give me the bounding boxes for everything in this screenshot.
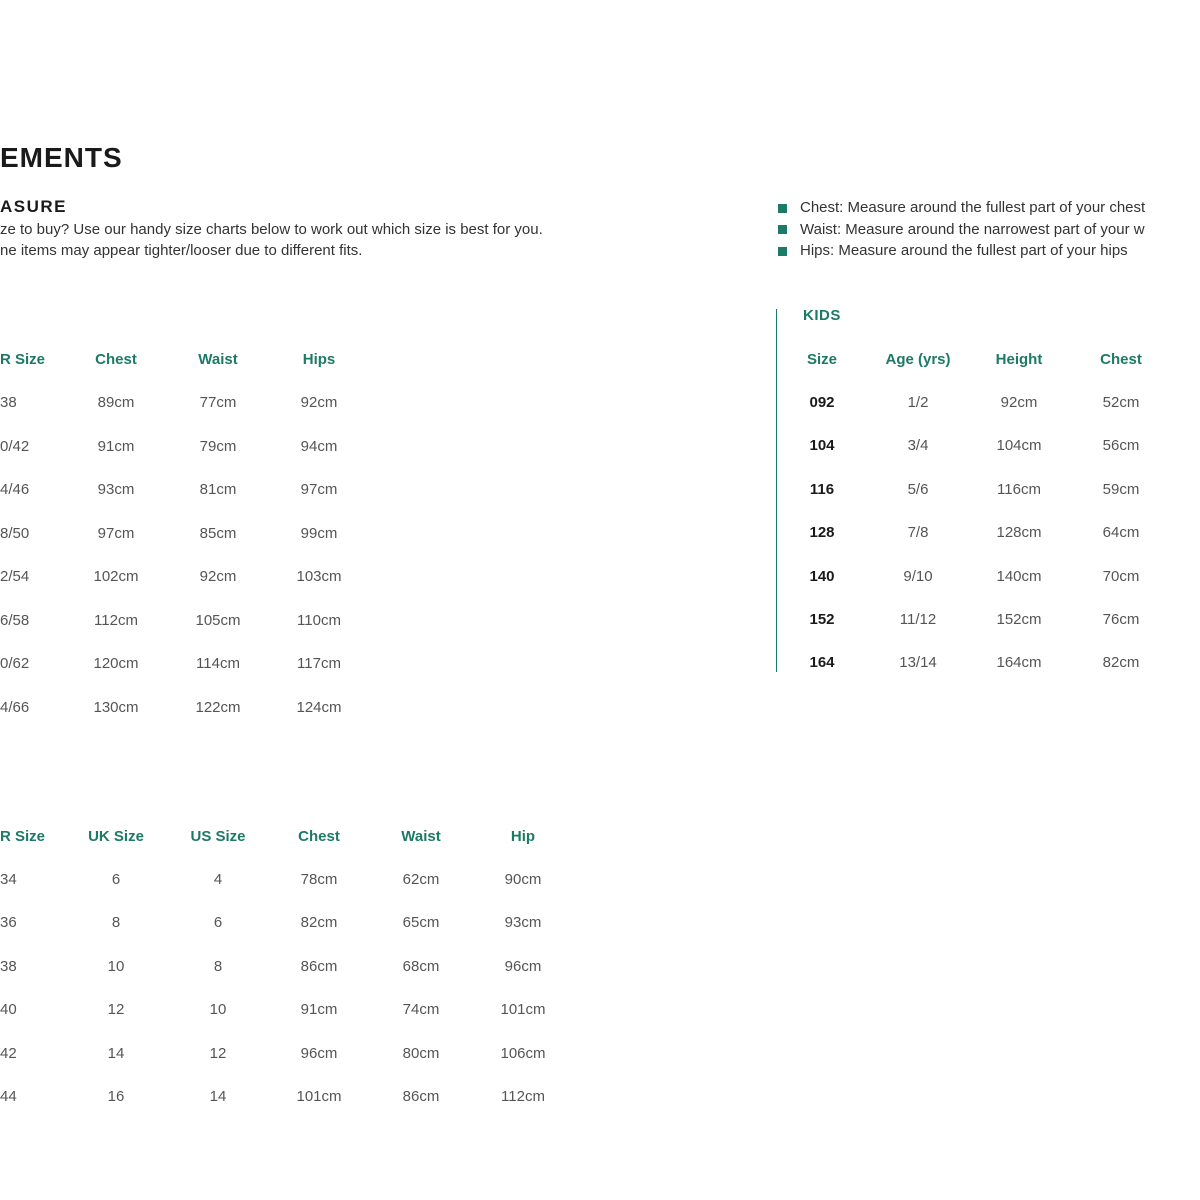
mens-table-cell: 99cm <box>300 524 338 542</box>
kids-table-cell: 5/6 <box>907 480 929 498</box>
kids-table-cell: 82cm <box>1102 654 1140 672</box>
kids-table-cell: 164cm <box>996 654 1042 672</box>
mens-table-cell: 102cm <box>93 568 139 585</box>
mens-table-cell: 112cm <box>94 611 138 629</box>
kids-table-cell: 128cm <box>996 524 1042 542</box>
womens-table-cell: 96cm <box>300 1044 338 1062</box>
womens-table-cell: 106cm <box>500 1044 546 1062</box>
womens-table-header: UK Size <box>88 828 144 845</box>
mens-table-cell: 0/62 <box>0 655 30 672</box>
womens-table-cell: 62cm <box>402 871 440 888</box>
kids-table-cell: 140cm <box>996 567 1042 585</box>
tip-chest: Chest: Measure around the fullest part of your chest <box>800 199 1146 216</box>
tip-waist: Waist: Measure around the narrowest part of your w <box>800 221 1145 238</box>
kids-table-header: Size <box>806 351 838 368</box>
womens-table-cell: 10 <box>209 1001 227 1019</box>
mens-table-cell: 4/66 <box>0 698 30 716</box>
womens-table-cell: 8 <box>213 957 223 975</box>
mens-table-cell: 97cm <box>97 524 135 542</box>
kids-table-cell: 116cm <box>997 480 1041 498</box>
womens-table-cell: 42 <box>0 1044 17 1062</box>
mens-table-cell: 103cm <box>296 568 342 585</box>
kids-table-cell: 56cm <box>1102 437 1140 455</box>
mens-table-cell: 114cm <box>196 655 240 672</box>
womens-table-cell: 38 <box>0 957 17 975</box>
mens-table-cell: 92cm <box>300 394 338 411</box>
womens-table-cell: 86cm <box>402 1088 440 1105</box>
womens-table-cell: 101cm <box>500 1001 546 1019</box>
kids-table-cell: 104 <box>809 437 835 455</box>
intro-text-line-1: ze to buy? Use our handy size charts below to work out which size is best for you. <box>0 221 543 238</box>
mens-table-cell: 124cm <box>296 698 342 716</box>
mens-table-cell: 105cm <box>195 611 241 629</box>
womens-table-cell: 12 <box>107 1001 125 1019</box>
womens-table-header: Hip <box>510 828 536 845</box>
tip-hips: Hips: Measure around the fullest part of your hips <box>800 242 1128 259</box>
kids-table-cell: 152 <box>809 611 835 628</box>
mens-table-cell: 8/50 <box>0 524 30 542</box>
mens-table-cell: 110cm <box>297 611 341 629</box>
womens-table-cell: 14 <box>209 1088 227 1105</box>
womens-table-cell: 10 <box>107 957 125 975</box>
womens-table-cell: 86cm <box>300 957 338 975</box>
bullet-square-icon <box>778 204 787 213</box>
mens-table-header: Chest <box>95 351 137 368</box>
kids-table-cell: 140 <box>809 567 835 585</box>
bullet-square-icon <box>778 225 787 234</box>
kids-table-cell: 164 <box>809 654 835 672</box>
kids-table-header: Height <box>995 351 1043 368</box>
womens-table-cell: 82cm <box>300 914 338 932</box>
womens-table-header: Waist <box>401 828 441 845</box>
womens-table-cell: 112cm <box>501 1088 545 1105</box>
mens-table-cell: 94cm <box>300 437 338 455</box>
kids-table-cell: 1/2 <box>907 394 929 411</box>
mens-table-cell: 97cm <box>300 481 338 498</box>
womens-table-cell: 65cm <box>402 914 440 932</box>
kids-table-cell: 11/12 <box>899 611 937 628</box>
womens-table-cell: 68cm <box>402 957 440 975</box>
mens-table-cell: 85cm <box>199 524 237 542</box>
kids-table-cell: 13/14 <box>899 654 937 672</box>
womens-table-cell: 90cm <box>504 871 542 888</box>
mens-table-cell: 117cm <box>297 655 341 672</box>
mens-table-cell: 122cm <box>195 698 241 716</box>
mens-table-cell: 81cm <box>199 481 237 498</box>
womens-table-cell: 78cm <box>300 871 338 888</box>
mens-table-cell: 4/46 <box>0 481 30 498</box>
kids-table-cell: 092 <box>809 394 835 411</box>
kids-table-cell: 116 <box>809 480 835 498</box>
womens-table-cell: 96cm <box>504 957 542 975</box>
kids-table-cell: 76cm <box>1102 611 1140 628</box>
kids-table-cell: 52cm <box>1102 394 1140 411</box>
womens-table-cell: 101cm <box>296 1088 342 1105</box>
womens-table-cell: 91cm <box>300 1001 338 1019</box>
womens-table-cell: 6 <box>111 871 121 888</box>
womens-table-header: US Size <box>190 828 246 845</box>
bullet-square-icon <box>778 247 787 256</box>
mens-table-header: R Size <box>0 351 46 368</box>
mens-table-cell: 91cm <box>97 437 135 455</box>
kids-table-cell: 128 <box>809 524 835 542</box>
womens-table-cell: 36 <box>0 914 17 932</box>
kids-label: KIDS <box>803 307 841 324</box>
kids-table-cell: 92cm <box>1000 394 1038 411</box>
kids-table-cell: 152cm <box>996 611 1042 628</box>
mens-table-cell: 93cm <box>97 481 135 498</box>
womens-table-cell: 44 <box>0 1088 17 1105</box>
womens-table-cell: 12 <box>209 1044 227 1062</box>
mens-table-header: Waist <box>198 351 238 368</box>
mens-table-cell: 92cm <box>199 568 237 585</box>
page-title: EMENTS <box>0 142 123 173</box>
womens-table-cell: 6 <box>213 914 223 932</box>
womens-table-cell: 34 <box>0 871 17 888</box>
section-subtitle: ASURE <box>0 197 68 216</box>
mens-table-cell: 120cm <box>93 655 139 672</box>
kids-table-cell: 70cm <box>1102 567 1140 585</box>
intro-text-line-2: ne items may appear tighter/looser due to different fits. <box>0 242 363 259</box>
womens-table-cell: 93cm <box>504 914 542 932</box>
womens-table-header: R Size <box>0 828 46 845</box>
mens-table-cell: 2/54 <box>0 568 30 585</box>
mens-table-cell: 38 <box>0 394 17 411</box>
womens-table-cell: 8 <box>111 914 121 932</box>
kids-table-cell: 9/10 <box>903 567 933 585</box>
kids-table-header: Chest <box>1100 351 1142 368</box>
mens-table-header: Hips <box>302 351 336 368</box>
kids-table-cell: 64cm <box>1102 524 1140 542</box>
womens-table-cell: 4 <box>213 871 223 888</box>
kids-table-header: Age (yrs) <box>885 351 951 368</box>
mens-table-cell: 0/42 <box>0 437 30 455</box>
kids-divider <box>776 309 777 672</box>
kids-table-cell: 3/4 <box>907 437 929 455</box>
womens-table-header: Chest <box>298 828 340 845</box>
kids-table-cell: 104cm <box>996 437 1042 455</box>
kids-table-cell: 59cm <box>1102 480 1140 498</box>
womens-table-cell: 14 <box>107 1044 125 1062</box>
womens-table-cell: 40 <box>0 1001 17 1019</box>
mens-table-cell: 77cm <box>199 394 237 411</box>
womens-table-cell: 80cm <box>402 1044 440 1062</box>
mens-table-cell: 6/58 <box>0 611 30 629</box>
womens-table-cell: 16 <box>107 1088 125 1105</box>
kids-table-cell: 7/8 <box>907 524 929 542</box>
womens-table-cell: 74cm <box>402 1001 440 1019</box>
mens-table-cell: 130cm <box>93 698 139 716</box>
mens-table-cell: 79cm <box>199 437 237 455</box>
mens-table-cell: 89cm <box>97 394 135 411</box>
